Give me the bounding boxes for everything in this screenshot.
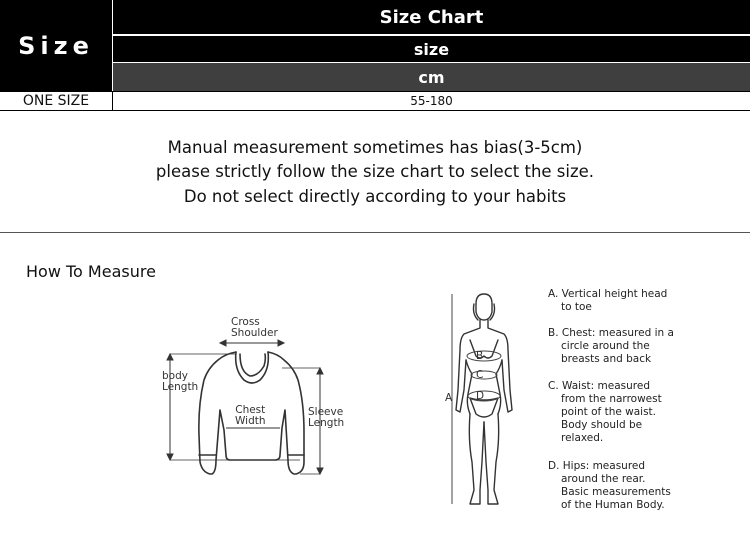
row-size-cell: ONE SIZE bbox=[0, 92, 113, 110]
note-b: B. Chest: measured in a circle around the breasts and back bbox=[548, 327, 674, 365]
human-figure-diagram bbox=[440, 290, 530, 520]
figure-letter-c: C bbox=[476, 369, 484, 381]
body-length-label: body Length bbox=[162, 370, 199, 393]
row-value-cell: 55-180 bbox=[410, 94, 453, 108]
table-row bbox=[0, 91, 750, 111]
how-to-measure-title: How To Measure bbox=[26, 262, 156, 281]
notice-line-2: please strictly follow the size chart to select the size. bbox=[155, 162, 595, 182]
unit-column-header: cm bbox=[113, 63, 750, 91]
figure-letter-b: B bbox=[476, 350, 484, 362]
cross-shoulder-label: Cross Shoulder bbox=[231, 316, 278, 339]
chest-width-label: Chest Width bbox=[235, 404, 266, 427]
note-a: A. Vertical height head to toe bbox=[548, 288, 668, 313]
size-corner-label: Size bbox=[18, 31, 94, 60]
size-column-header: size bbox=[113, 36, 750, 62]
sleeve-length-label: Sleeve Length bbox=[308, 406, 345, 429]
notice-line-3: Do not select directly according to your habits bbox=[183, 186, 567, 206]
figure-letter-d: D bbox=[476, 390, 485, 402]
figure-letter-a: A bbox=[445, 392, 453, 404]
note-d: D. Hips: measured around the rear. Basic measurements of the Human Body. bbox=[548, 460, 671, 511]
measurement-notice bbox=[0, 113, 750, 233]
note-c: C. Waist: measured from the narrowest point of the waist. Body should be relaxed. bbox=[548, 380, 662, 444]
notice-line-1: Manual measurement sometimes has bias(3-5cm) bbox=[167, 137, 583, 157]
size-corner-cell bbox=[0, 0, 112, 91]
size-chart-title: Size Chart bbox=[113, 0, 750, 34]
